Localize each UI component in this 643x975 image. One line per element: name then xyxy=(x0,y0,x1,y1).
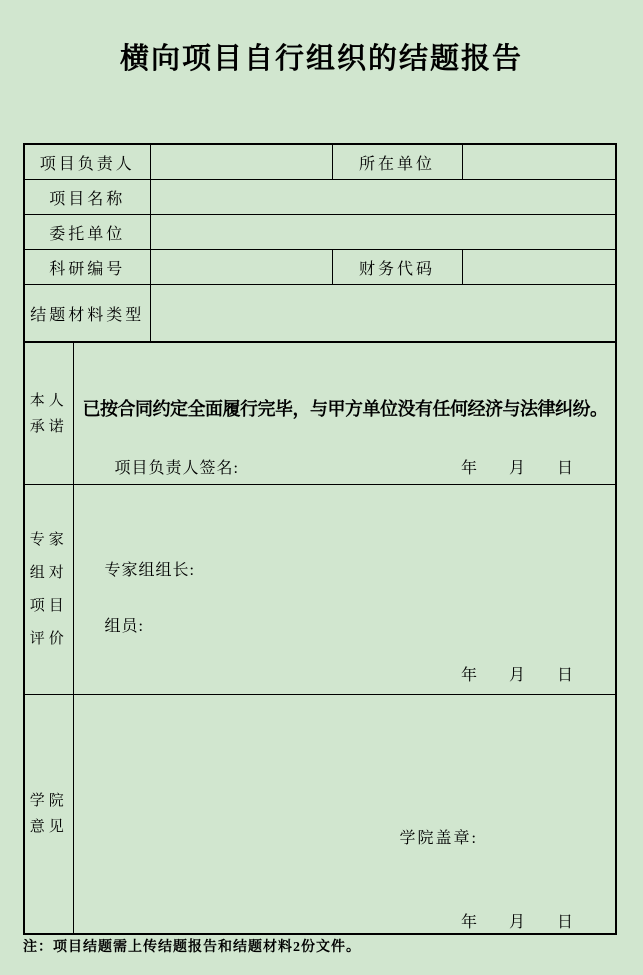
expert-group-member-label: 组员: xyxy=(104,618,144,635)
project-name-value-cell xyxy=(150,180,615,215)
row-personal-promise xyxy=(25,343,615,485)
college-seal-label: 学院盖章: xyxy=(399,830,478,847)
finance-code-value-cell xyxy=(462,250,615,285)
row-research-number xyxy=(25,250,615,285)
leader-signature-label: 项目负责人签名: xyxy=(114,460,239,477)
footer-note: 注：项目结题需上传结题报告和结题材料2份文件。 xyxy=(23,940,361,955)
promise-date-line: 年 月 日 xyxy=(460,460,573,477)
research-number-value-cell xyxy=(150,250,332,285)
college-date-line: 年 月 日 xyxy=(460,914,573,931)
row-project-leader xyxy=(25,145,615,180)
finance-code-label: 财务代码 xyxy=(332,250,462,285)
research-number-label: 科研编号 xyxy=(25,250,150,285)
expert-date-line: 年 月 日 xyxy=(460,667,573,684)
work-unit-label: 所在单位 xyxy=(332,145,462,180)
material-type-value-cell xyxy=(150,285,615,342)
college-row-label: 学院意见 xyxy=(29,793,68,835)
promise-content-cell xyxy=(73,343,615,485)
row-project-name xyxy=(25,180,615,215)
promise-row-label: 本人承诺 xyxy=(29,392,68,435)
row-expert-evaluation xyxy=(25,485,615,695)
project-leader-label: 项目负责人 xyxy=(25,145,150,180)
expert-row-label: 专家组对项目评价 xyxy=(29,531,68,647)
expert-row-label-cell xyxy=(25,485,73,695)
sections-table xyxy=(25,342,615,933)
work-unit-value-cell xyxy=(462,145,615,180)
row-client-unit xyxy=(25,215,615,250)
client-unit-value-cell xyxy=(150,215,615,250)
page-title: 横向项目自行组织的结题报告 xyxy=(119,43,523,75)
promise-statement: 已按合同约定全面履行完毕，与甲方单位没有任何经济与法律纠纷。 xyxy=(82,399,608,419)
promise-row-label-cell xyxy=(25,343,73,485)
expert-group-leader-label: 专家组组长: xyxy=(104,562,195,579)
row-material-type xyxy=(25,285,615,342)
material-type-label: 结题材料类型 xyxy=(25,285,150,342)
college-row-label-cell xyxy=(25,695,73,934)
college-content-cell xyxy=(73,695,615,934)
row-college-opinion xyxy=(25,695,615,934)
expert-content-cell xyxy=(73,485,615,695)
client-unit-label: 委托单位 xyxy=(25,215,150,250)
project-name-label: 项目名称 xyxy=(25,180,150,215)
project-leader-value-cell xyxy=(150,145,332,180)
report-form-table xyxy=(23,143,617,935)
basic-info-table xyxy=(25,145,615,342)
